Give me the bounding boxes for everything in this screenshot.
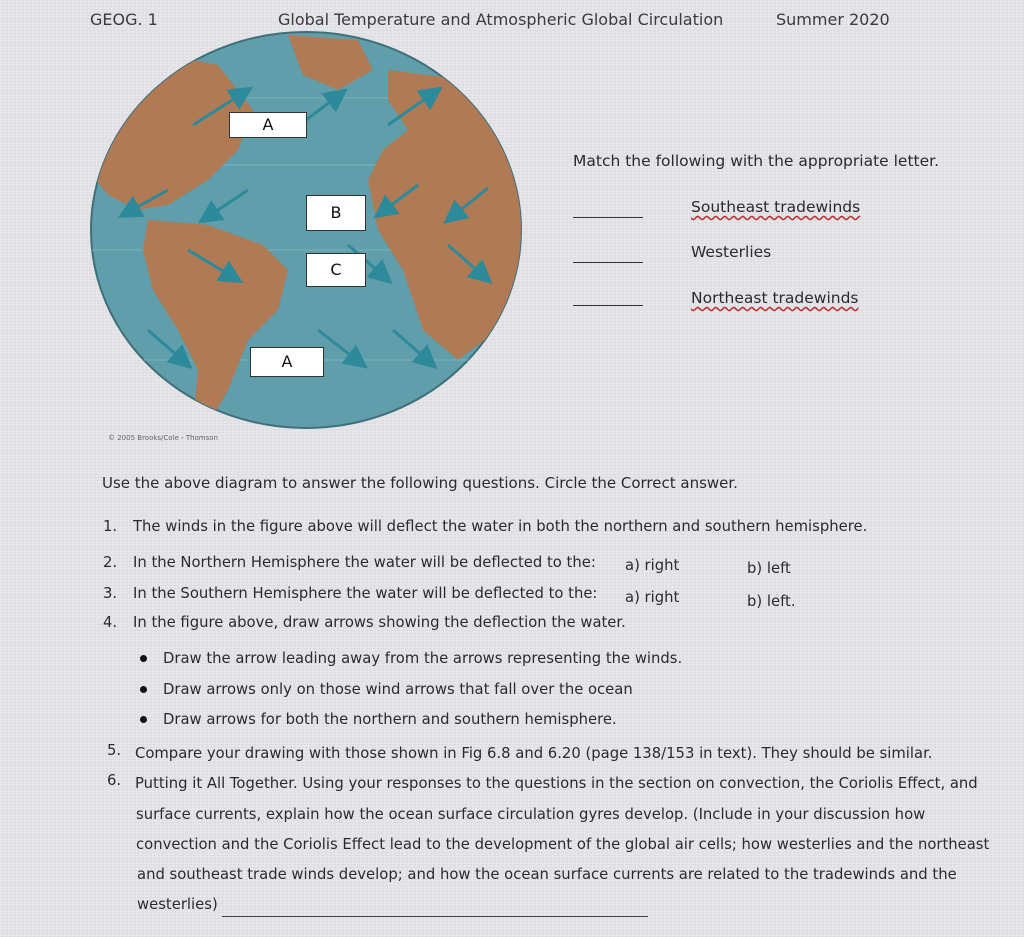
question-6-line: Putting it All Together. Using your responses to the questions in the section on convection, the Coriolis Effect, and xyxy=(135,775,978,792)
question-number: 1. xyxy=(103,518,118,535)
label-box-a-top: A xyxy=(229,112,307,138)
question-number: 2. xyxy=(103,554,118,571)
bullet-text: Draw arrows for both the northern and southern hemisphere. xyxy=(163,711,617,728)
course-code: GEOG. 1 xyxy=(90,10,158,29)
answer-blank[interactable] xyxy=(573,262,643,263)
bullet-text: Draw arrows only on those wind arrows that fall over the ocean xyxy=(163,681,633,698)
bullet-text: Draw the arrow leading away from the arrows representing the winds. xyxy=(163,650,683,667)
bullet-icon xyxy=(140,655,147,662)
label-box-c: C xyxy=(306,253,366,287)
answer-blank[interactable] xyxy=(573,217,643,218)
question-6-line: convection and the Coriolis Effect lead to the development of the global air cells; how westerlies and the northeast xyxy=(136,836,990,853)
bullet-icon xyxy=(140,716,147,723)
answer-blank[interactable] xyxy=(573,305,643,306)
question-6-line: westerlies) xyxy=(137,896,218,913)
answer-option-b[interactable]: b) left xyxy=(747,560,791,577)
answer-option-b[interactable]: b) left. xyxy=(747,593,796,610)
image-credit: © 2005 Brooks/Cole - Thomson xyxy=(108,434,218,442)
document-title: Global Temperature and Atmospheric Global Circulation xyxy=(278,10,724,29)
question-text: In the Southern Hemisphere the water will be deflected to the: xyxy=(133,585,598,602)
label-box-b: B xyxy=(306,195,366,231)
term: Summer 2020 xyxy=(776,10,890,29)
match-item-northeast-tradewinds: Northeast tradewinds xyxy=(691,289,859,307)
answer-option-a[interactable]: a) right xyxy=(625,589,680,606)
match-item-southeast-tradewinds: Southeast tradewinds xyxy=(691,198,861,216)
question-6-line: surface currents, explain how the ocean surface circulation gyres develop. (Include in your discussion how xyxy=(136,806,926,823)
question-6-line: and southeast trade winds develop; and how the ocean surface currents are related to the tradewinds and the xyxy=(137,866,957,883)
matching-title: Match the following with the appropriate letter. xyxy=(573,152,940,170)
question-text: In the Northern Hemisphere the water will be deflected to the: xyxy=(133,554,596,571)
question-number: 4. xyxy=(103,614,118,631)
question-text: The winds in the figure above will deflect the water in both the northern and southern hemisphere. xyxy=(133,518,868,535)
bullet-icon xyxy=(140,686,147,693)
question-number: 5. xyxy=(107,742,122,759)
label-box-a-bottom: A xyxy=(250,347,324,377)
match-item-westerlies: Westerlies xyxy=(691,243,772,261)
instructions: Use the above diagram to answer the following questions. Circle the Correct answer. xyxy=(102,474,738,492)
answer-line[interactable] xyxy=(222,916,648,917)
question-text: In the figure above, draw arrows showing the deflection the water. xyxy=(133,614,626,631)
question-number: 6. xyxy=(107,772,122,789)
question-number: 3. xyxy=(103,585,118,602)
question-text: Compare your drawing with those shown in Fig 6.8 and 6.20 (page 138/153 in text). They should be similar. xyxy=(135,745,933,762)
answer-option-a[interactable]: a) right xyxy=(625,557,680,574)
